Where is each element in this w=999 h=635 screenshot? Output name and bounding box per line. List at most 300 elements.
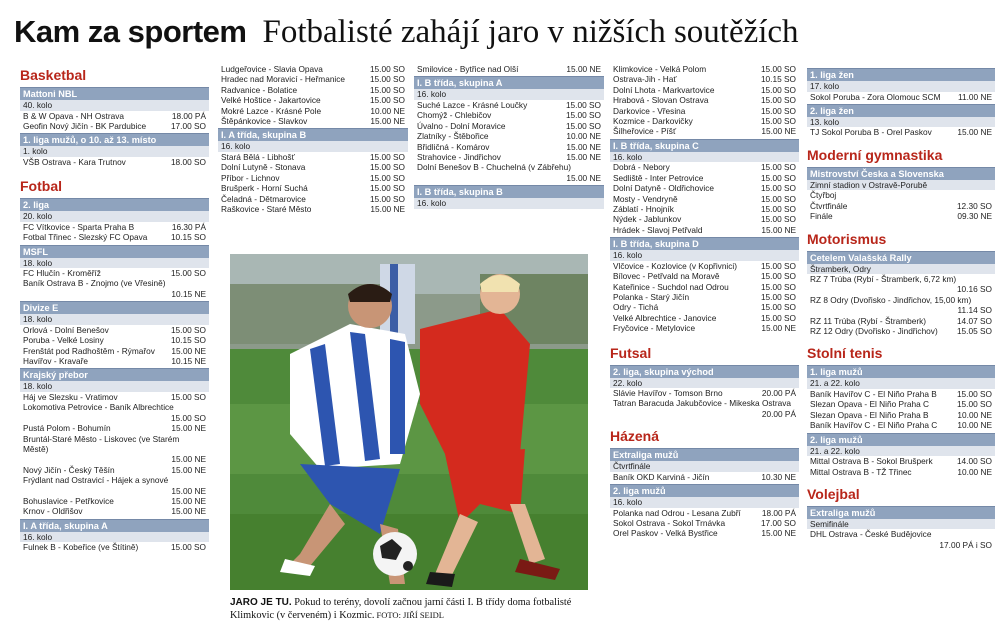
match-row (610, 204, 799, 214)
match-name: FC Vítkovice - Sparta Praha B (23, 221, 135, 232)
match-time: 15.00 NE (171, 454, 206, 465)
competition-block (610, 484, 799, 539)
match-name: Orlová - Dolní Benešov (23, 324, 109, 335)
match-name: Lokomotiva Petrovice - Baník Albrechtice (23, 402, 174, 413)
match-time: 16.30 PÁ (171, 221, 206, 232)
competition-name: Divize E (20, 301, 209, 314)
match-name: Bílovec - Petřvald na Moravě (613, 271, 720, 282)
competition-name: Extraliga mužů (610, 448, 799, 461)
match-name: Odry - Tichá (613, 302, 659, 313)
match-row (414, 110, 604, 120)
match-name: Zlatníky - Štěbořice (417, 131, 489, 142)
match-row (20, 542, 209, 552)
match-time: 15.00 NE (566, 172, 601, 183)
match-row (610, 126, 799, 136)
match-list (20, 392, 209, 402)
match-name: Fryčovice - Metylovice (613, 323, 696, 334)
match-name: Fotbal Třinec - Slezský FC Opava (23, 232, 148, 243)
match-time: 10.00 NE (370, 105, 405, 116)
competition-block (20, 519, 209, 553)
match-name: Klimkovice - Velká Polom (613, 64, 707, 74)
match-list (610, 64, 799, 137)
match-row (20, 335, 209, 345)
competition-name: I. A třída, skupina B (218, 128, 408, 141)
match-name: Mosty - Vendryně (613, 193, 678, 204)
match-time: 15.00 SO (760, 116, 796, 127)
match-time: 15.00 NE (761, 126, 796, 137)
competition-block (807, 68, 995, 102)
match-time: 15.00 NE (566, 64, 601, 74)
match-row (610, 271, 799, 281)
match-row (807, 399, 995, 409)
match-row (20, 392, 209, 402)
match-time: 20.00 PÁ (761, 388, 796, 399)
match-row (218, 116, 408, 126)
match-name: Baník Havířov C - El Niño Praha C (810, 420, 938, 431)
match-name: Břidličná - Komárov (417, 141, 490, 152)
match-time: 15.00 NE (171, 506, 206, 517)
match-name: Strahovice - Jindřichov (417, 151, 501, 162)
match-row (610, 95, 799, 105)
column-4 (610, 64, 799, 635)
match-time: 15.00 SO (760, 312, 796, 323)
match-time: 15.00 SO (369, 84, 405, 95)
match-time: 15.00 NE (171, 345, 206, 356)
match-row (218, 173, 408, 183)
match-time: 12.30 SO (956, 200, 992, 211)
match-time: 15.00 SO (170, 391, 206, 402)
section-table-tennis: Stolní tenis (807, 345, 883, 362)
match-row (20, 506, 209, 516)
match-time: 15.00 SO (760, 162, 796, 173)
match-time: 15.00 SO (760, 172, 796, 183)
match-time: 15.00 SO (170, 268, 206, 279)
match-name: Slezan Opava - El Niño Praha C (810, 399, 929, 410)
match-row (20, 465, 209, 475)
competition-name: I. B třída, skupina A (414, 76, 604, 89)
match-time: 15.00 NE (171, 464, 206, 475)
match-time: 15.00 NE (566, 141, 601, 152)
round-label: 21. a 22. kolo (807, 446, 995, 457)
match-time: 15.00 NE (761, 323, 796, 334)
match-name: Hrabová - Slovan Ostrava (613, 95, 709, 106)
match-row (610, 302, 799, 312)
match-row (610, 116, 799, 126)
match-name: Polanka - Starý Jičín (613, 291, 690, 302)
match-name: Čeladná - Dětmarovice (221, 193, 306, 204)
event-name: Čtyřboj (810, 190, 837, 201)
match-time: 14.07 SO (956, 315, 992, 326)
match-name: Stará Bělá - Libhošť (221, 151, 295, 162)
match-time: 11.00 NE (958, 91, 992, 102)
match-name: Darkovice - Vřesina (613, 105, 686, 116)
match-row (610, 388, 799, 398)
match-row (610, 106, 799, 116)
match-list (20, 496, 209, 517)
match-row (610, 292, 799, 302)
round-label: 17. kolo (807, 81, 995, 92)
match-row (414, 142, 604, 152)
match-name: Dolní Datyně - Oldřichovice (613, 183, 714, 194)
match-row (610, 323, 799, 333)
round-label: 16. kolo (610, 152, 799, 163)
match-row (807, 211, 995, 221)
match-name: Sedliště - Inter Petrovice (613, 172, 704, 183)
match-name: Štěpánkovice - Slavkov (221, 116, 308, 127)
match-row (218, 183, 408, 193)
competition-name: 1. liga mužů, o 10. až 13. místo (20, 133, 209, 146)
match-name: FC Hlučín - Kroměříž (23, 268, 101, 279)
section-futsal: Futsal (610, 344, 652, 361)
match-name: Raškovice - Staré Město (221, 203, 312, 214)
round-label: 21. a 22. kolo (807, 378, 995, 389)
match-row (610, 282, 799, 292)
competition-name: Cetelem Valašská Rally (807, 251, 995, 264)
match-row (218, 106, 408, 116)
match-name: Frenštát pod Radhoštěm - Rýmařov (23, 345, 155, 356)
match-list (414, 64, 604, 74)
match-row (218, 194, 408, 204)
match-row (20, 232, 209, 242)
match-name: Ludgeřovice - Slavia Opava (221, 64, 323, 74)
competition-block (610, 237, 799, 333)
caption-text: Pokud to terény, dovolí začnou jarní části I. B třídy doma fotbalisté Klimkovic (v červeném) i Kozmic. (230, 597, 572, 621)
match-time: 18.00 PÁ (761, 507, 796, 518)
match-time: 15.00 SO (760, 183, 796, 194)
match-row (218, 162, 408, 172)
competition-name: 2. liga mužů (807, 433, 995, 446)
section-gymnastics: Moderní gymnastika (807, 146, 943, 163)
match-time: 15.00 NE (370, 203, 405, 214)
match-name: Nýdek - Jablunkov (613, 214, 682, 225)
match-time: 15.00 NE (171, 485, 206, 496)
match-time: 15.00 SO (170, 412, 206, 423)
match-time: 10.15 SO (170, 335, 206, 346)
match-name: Sokol Poruba - Zora Olomouc SCM (810, 91, 941, 102)
match-name: DHL Ostrava - České Budějovice (810, 529, 932, 540)
match-time: 18.00 PÁ (171, 110, 206, 121)
match-time: 15.00 SO (760, 271, 796, 282)
competition-name: I. A třída, skupina A (20, 519, 209, 532)
match-name: Frýdlant nad Ostravicí - Hájek a synové (23, 475, 169, 486)
match-row (807, 326, 995, 336)
match-name: Ostrava-Jih - Hať (613, 74, 677, 85)
match-row (807, 316, 995, 326)
match-name: Slávie Havířov - Tomson Brno (613, 388, 723, 399)
round-label: 40. kolo (20, 100, 209, 111)
match-time: 10.30 NE (761, 471, 796, 482)
match-name: Háj ve Slezsku - Vratimov (23, 391, 118, 402)
match-row (610, 313, 799, 323)
match-row (218, 64, 408, 74)
match-name: Vlčovice - Kozlovice (v Kopřivnici) (613, 260, 738, 271)
match-name: Fulnek B - Kobeřice (ve Štítině) (23, 542, 139, 553)
match-name: Nový Jičín - Český Těšín (23, 464, 115, 475)
competition-block (414, 76, 604, 183)
match-time: 15.00 SO (760, 95, 796, 106)
match-name: Kateřinice - Suchdol nad Odrou (613, 281, 729, 292)
match-row (20, 111, 209, 121)
match-row (610, 173, 799, 183)
section-basketball: Basketbal (20, 67, 87, 83)
match-name: Příbor - Lichnov (221, 172, 280, 183)
match-time: 15.00 NE (761, 528, 796, 539)
match-name: Havířov - Kravaře (23, 355, 89, 366)
match-name: Tatran Baracuda Jakubčovice - Mikeska Ostrava (613, 398, 791, 409)
match-row (414, 121, 604, 131)
match-row (610, 194, 799, 204)
match-name: Slezan Opava - El Niño Praha B (810, 409, 929, 420)
match-name: Kozmice - Darkovičky (613, 116, 693, 127)
match-time: 15.00 NE (761, 224, 796, 235)
section-volleyball: Volejbal (807, 485, 860, 502)
round-label: 22. kolo (610, 378, 799, 389)
photo-caption (230, 596, 598, 622)
match-name: Dobrá - Nebory (613, 162, 670, 173)
round-label: 18. kolo (20, 314, 209, 325)
match-time: 15.00 NE (370, 116, 405, 127)
match-name: Bruntál-Staré Město - Liskovec (ve Starém Městě) (23, 433, 180, 454)
match-name: Mittal Ostrava B - TŽ Třinec (810, 466, 912, 477)
page-header (14, 6, 999, 58)
match-row (218, 204, 408, 214)
competition-name: I. B třída, skupina D (610, 237, 799, 250)
match-time: 15.00 SO (760, 302, 796, 313)
match-name: Suché Lazce - Krásné Loučky (417, 99, 528, 110)
competition-block (610, 365, 799, 420)
match-time: 10.15 SO (760, 74, 796, 85)
match-row (807, 127, 995, 137)
round-label: 20. kolo (20, 211, 209, 222)
section-motorsport: Motorismus (807, 230, 887, 247)
competition-name: I. B třída, skupina B (414, 185, 604, 198)
match-row (20, 356, 209, 366)
section-handball: Házená (610, 428, 660, 445)
match-name: Velké Hoštice - Jakartovice (221, 95, 321, 106)
match-row (414, 64, 604, 74)
match-time: 15.00 NE (957, 127, 992, 138)
match-list (20, 423, 209, 433)
stage-time: 10.16 SO (956, 284, 992, 295)
column-5 (807, 66, 995, 635)
round-label: 16. kolo (414, 198, 604, 209)
match-name: B & W Opava - NH Ostrava (23, 110, 124, 121)
photo-credit: FOTO: JIŘÍ SEIDL (374, 610, 444, 620)
round-label: 13. kolo (807, 117, 995, 128)
match-time: 15.00 SO (369, 64, 405, 74)
round-label: 18. kolo (20, 381, 209, 392)
match-time: 10.00 NE (957, 420, 992, 431)
match-time: 15.00 SO (170, 542, 206, 553)
match-time: 14.00 SO (956, 456, 992, 467)
match-row (414, 131, 604, 141)
match-name: Mokré Lazce - Krásné Pole (221, 105, 322, 116)
match-time: 15.00 SO (369, 172, 405, 183)
round-label: 16. kolo (610, 250, 799, 261)
venue-label: Zimní stadion v Ostravě-Porubě (807, 180, 995, 191)
match-time: 15.00 SO (369, 193, 405, 204)
football-players-illustration (230, 254, 588, 590)
match-row (20, 157, 209, 167)
stage-time: 11.14 SO (957, 305, 992, 316)
match-name: Baník OKD Karviná - Jičín (613, 471, 710, 482)
match-row (218, 152, 408, 162)
match-row (807, 456, 995, 466)
match-time: 15.00 SO (760, 214, 796, 225)
match-row (807, 410, 995, 420)
competition-block (20, 245, 209, 300)
stage-name: RZ 7 Trúba (Rybí - Štramberk, 6,72 km) (810, 274, 957, 285)
round-label: Semifinále (807, 519, 995, 530)
competition-name: 2. liga (20, 198, 209, 211)
competition-block (20, 301, 209, 366)
section-football: Fotbal (20, 178, 62, 195)
match-row (20, 423, 209, 433)
match-row (218, 74, 408, 84)
match-row (20, 346, 209, 356)
match-name: Finále (810, 211, 833, 222)
match-name: Bohuslavice - Petřkovice (23, 495, 114, 506)
match-time: 15.00 NE (171, 423, 206, 434)
competition-block (807, 104, 995, 138)
match-name: Geofin Nový Jičín - BK Pardubice (23, 120, 147, 131)
header-subtitle: Fotbalisté zahájí jaro v nižších soutěžích (262, 14, 799, 50)
competition-block (20, 198, 209, 242)
match-time: 15.00 SO (565, 99, 601, 110)
match-row (610, 261, 799, 271)
match-name: Hrádek - Slavoj Petřvald (613, 224, 703, 235)
match-name: Hradec nad Moravicí - Heřmanice (221, 74, 346, 85)
match-time: 15.00 SO (565, 120, 601, 131)
match-time: 15.00 SO (760, 64, 796, 74)
competition-block (807, 365, 995, 430)
match-name: Záblatí - Hnojník (613, 203, 674, 214)
match-time: 15.00 SO (369, 151, 405, 162)
match-time: 10.00 NE (957, 466, 992, 477)
match-row (610, 472, 799, 482)
match-row (218, 95, 408, 105)
match-time: 15.00 SO (369, 183, 405, 194)
match-time: 17.00 PÁ i SO (939, 539, 992, 550)
match-name: Dolní Lutyně - Stonava (221, 162, 306, 173)
match-row (807, 92, 995, 102)
match-name: Orel Paskov - Velká Bystřice (613, 528, 718, 539)
match-list (20, 465, 209, 475)
match-name: Brušperk - Horní Suchá (221, 183, 308, 194)
match-time: 09.30 NE (957, 211, 992, 222)
competition-name: Mistrovství Česka a Slovenska (807, 167, 995, 180)
header-title: Kam za sportem (14, 14, 247, 49)
match-time: 15.00 SO (760, 291, 796, 302)
match-time: 15.00 SO (369, 74, 405, 85)
round-label: 1. kolo (20, 146, 209, 157)
match-row (610, 528, 799, 538)
match-name: Mittal Ostrava B - Sokol Brušperk (810, 456, 933, 467)
match-time: 15.05 SO (956, 326, 992, 337)
match-name: TJ Sokol Poruba B - Orel Paskov (810, 127, 932, 138)
match-name: Smilovice - Bytřice nad Olší (417, 64, 519, 74)
stage-name: RZ 8 Odry (Dvořisko - Jindřichov, 15,00 km) (810, 294, 972, 305)
match-time: 10.15 SO (170, 232, 206, 243)
match-time: 20.00 PÁ (761, 408, 796, 419)
match-name: Úvalno - Dolní Moravice (417, 120, 506, 131)
match-photo (230, 254, 588, 590)
match-row (414, 152, 604, 162)
match-time: 15.00 SO (760, 203, 796, 214)
match-name: Baník Havířov C - El Niño Praha B (810, 388, 937, 399)
match-time: 10.15 NE (171, 288, 206, 299)
match-time: 10.00 NE (957, 409, 992, 420)
match-row (20, 496, 209, 506)
match-row (807, 467, 995, 477)
match-row (414, 100, 604, 110)
match-time: 18.00 SO (170, 156, 206, 167)
competition-volleyball (807, 506, 995, 550)
competition-name: I. B třída, skupina C (610, 139, 799, 152)
match-row (610, 85, 799, 95)
match-time: 17.00 SO (760, 518, 796, 529)
competition-name: 1. liga mužů (807, 365, 995, 378)
competition-block (218, 128, 408, 214)
match-time: 15.00 SO (760, 105, 796, 116)
match-time: 15.00 SO (760, 260, 796, 271)
match-name: RZ 12 Odry (Dvořisko - Jindřichov) (810, 326, 938, 337)
match-name: Velké Albrechtice - Janovice (613, 312, 717, 323)
match-name: Chomýž - Chlebičov (417, 110, 492, 121)
competition-krajsky-prebor (20, 368, 209, 516)
round-label: 16. kolo (20, 532, 209, 543)
match-name: Šilheřovice - Píšť (613, 126, 677, 137)
match-name: RZ 11 Trúba (Rybí - Štramberk) (810, 315, 927, 326)
competition-name: Extraliga mužů (807, 506, 995, 519)
competition-rally (807, 251, 995, 337)
match-name: Krnov - Oldřišov (23, 506, 83, 517)
match-row (20, 268, 209, 278)
venue-label: Štramberk, Odry (807, 264, 995, 275)
match-name: VŠB Ostrava - Kara Trutnov (23, 156, 126, 167)
competition-name: 2. liga žen (807, 104, 995, 117)
match-row (807, 389, 995, 399)
match-time: 15.00 SO (170, 324, 206, 335)
caption-lead: JARO JE TU. (230, 597, 292, 608)
match-time: 10.15 NE (171, 355, 206, 366)
competition-name: 2. liga, skupina východ (610, 365, 799, 378)
competition-block (20, 133, 209, 167)
match-row (218, 85, 408, 95)
match-name: Baník Ostrava B - Znojmo (ve Vřesině) (23, 278, 166, 289)
competition-name: MSFL (20, 245, 209, 258)
match-time: 15.00 SO (369, 162, 405, 173)
match-time: 15.00 NE (171, 495, 206, 506)
match-time: 15.00 NE (566, 151, 601, 162)
match-row (610, 225, 799, 235)
competition-name: Mattoni NBL (20, 87, 209, 100)
match-name: Dolní Lhota - Markvartovice (613, 84, 715, 95)
match-name: Polanka nad Odrou - Lesana Zubří (613, 507, 741, 518)
competition-gymnastics (807, 167, 995, 222)
match-time: 10.00 NE (566, 131, 601, 142)
competition-block (610, 139, 799, 235)
round-label: 16. kolo (610, 497, 799, 508)
competition-name: 2. liga mužů (610, 484, 799, 497)
competition-block (610, 448, 799, 482)
match-time: 15.00 SO (760, 193, 796, 204)
match-time: 15.00 SO (760, 281, 796, 292)
match-time: 15.00 SO (369, 95, 405, 106)
match-name: Sokol Ostrava - Sokol Trnávka (613, 518, 726, 529)
round-label: Čtvrtfinále (610, 461, 799, 472)
match-row (610, 64, 799, 74)
